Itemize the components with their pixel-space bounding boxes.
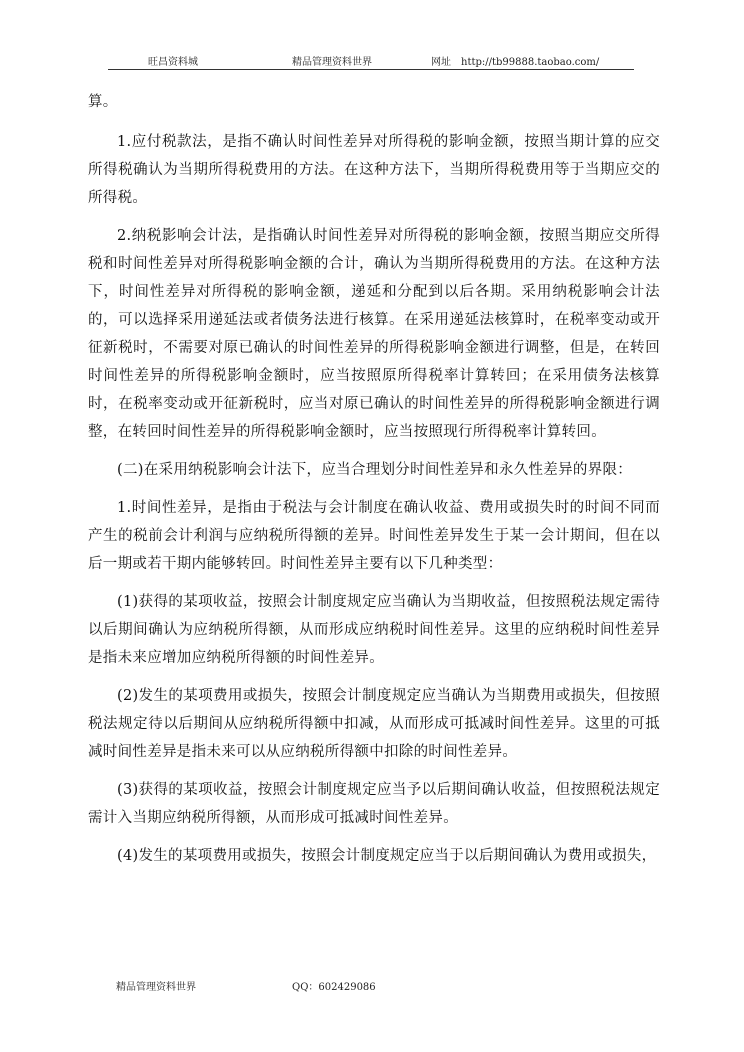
paragraph-type-4: (4)发生的某项费用或损失，按照会计制度规定应当于以后期间确认为费用或损失， bbox=[117, 848, 657, 864]
paragraph-type-2: (2)发生的某项费用或损失，按照会计制度规定应当确认为当期费用或损失，但按照税法规定待以后期间从应纳税所得额中扣减，从而形成可抵减时间性差异。这里的可抵减时间性差异是指未来可以从应纳税所得额中扣除的时间性差异。 bbox=[88, 688, 660, 760]
paragraph-type-3: (3)获得的某项收益，按照会计制度规定应当予以后期间确认收益，但按照税法规定需计入当期应纳税所得额，从而形成可抵减时间性差异。 bbox=[88, 782, 660, 826]
paragraph-type-1: (1)获得的某项收益，按照会计制度规定应当确认为当期收益，但按照税法规定需待以后期间确认为应纳税所得额，从而形成应纳税时间性差异。这里的应纳税时间性差异是指未来应增加应纳税所得额的时间性差异。 bbox=[88, 594, 660, 666]
paragraph-section-two: (二)在采用纳税影响会计法下，应当合理划分时间性差异和永久性差异的界限： bbox=[117, 462, 633, 478]
paragraph-continuation: 算。 bbox=[88, 94, 118, 110]
paragraph-tax-effect-method: 2.纳税影响会计法，是指确认时间性差异对所得税的影响金额，按照当期应交所得税和时间性差异对所得税影响金额的合计，确认为当期所得税费用的方法。在这种方法下，时间性差异对所得税的影响金额，递延和分配到以后各期。采用纳税影响会计法的，可以选择采用递延法或者债务法进行核算。在采用递延法核算时，在税率变动或开征新税时，不需要对原已确认的时间性差异的所得税影响金额进行调整，但是，在转回时间性差异的所得税影响金额时，应当按照原所得税率计算转回；在采用债务法核算时，在税率变动或开征新税时，应当对原已确认的时间性差异的所得税影响金额进行调整，在转回时间性差异的所得税影响金额时，应当按照现行所得税率计算转回。 bbox=[88, 228, 660, 440]
paragraph-tax-payable-method: 1.应付税款法，是指不确认时间性差异对所得税的影响金额，按照当期计算的应交所得税确认为当期所得税费用的方法。在这种方法下，当期所得税费用等于当期应交的所得税。 bbox=[88, 134, 660, 206]
footer-qq: QQ：602429086 bbox=[292, 982, 376, 993]
paragraph-timing-difference: 1.时间性差异，是指由于税法与会计制度在确认收益、费用或损失时的时间不同而产生的税前会计利润与应纳税所得额的差异。时间性差异发生于某一会计期间，但在以后一期或若干期内能够转回。时间性差异主要有以下几种类型： bbox=[88, 500, 660, 572]
header-url: 网址 http://tb99888.taobao.com/ bbox=[431, 57, 600, 68]
header-site-name: 精品管理资料世界 bbox=[292, 57, 372, 68]
page-footer bbox=[108, 975, 628, 993]
document-body bbox=[88, 88, 660, 880]
footer-site-name: 精品管理资料世界 bbox=[116, 982, 196, 993]
page-header bbox=[108, 49, 634, 70]
header-shop-name: 旺昌资料城 bbox=[148, 57, 198, 68]
